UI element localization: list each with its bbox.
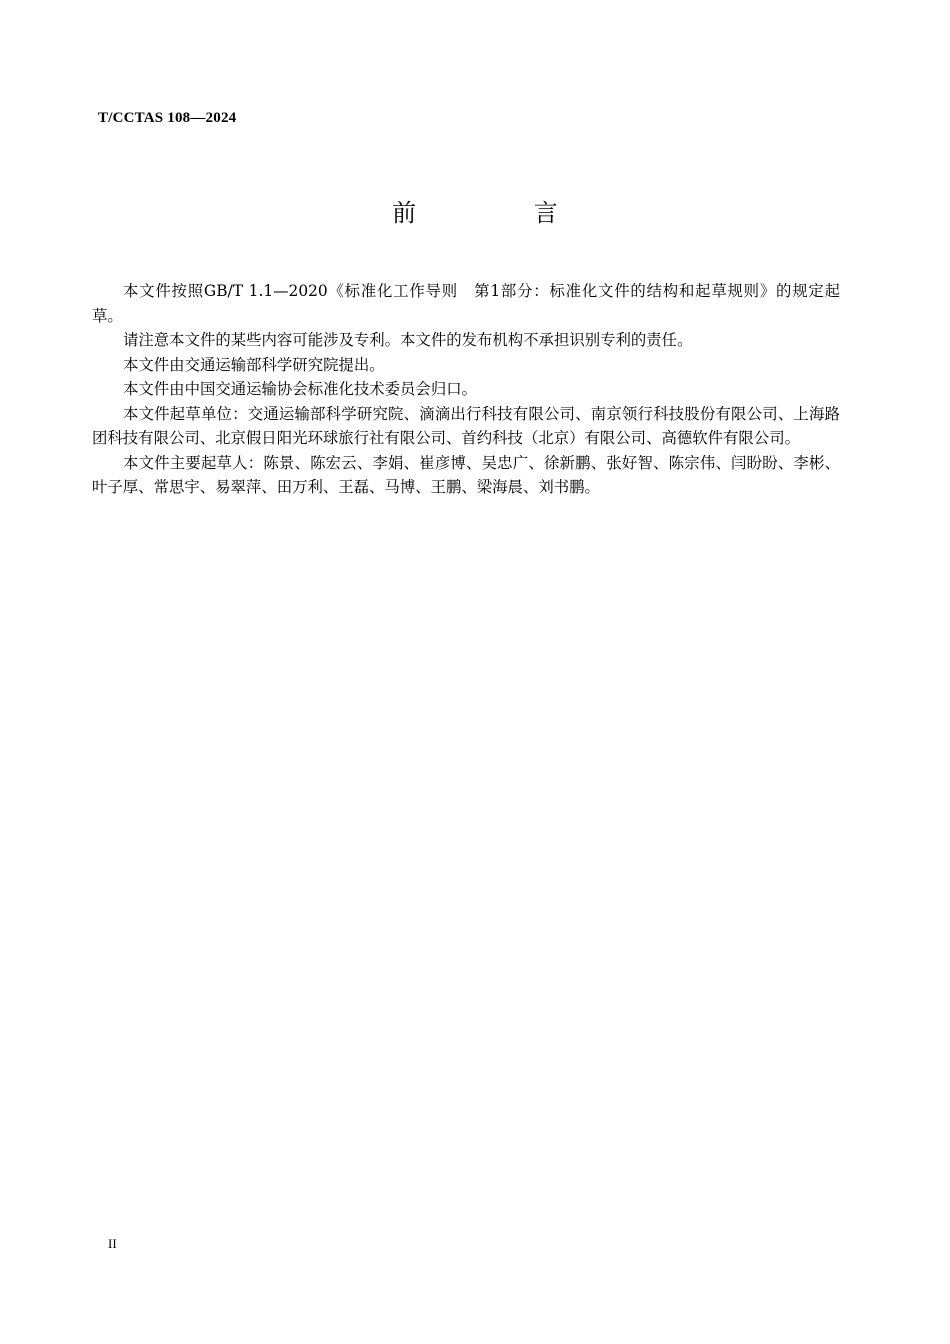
paragraph-administrator: 本文件由中国交通运输协会标准化技术委员会归口。 <box>123 380 477 398</box>
section-title: 前 言 <box>392 199 613 227</box>
foreword-body <box>92 279 840 500</box>
document-code: T/CCTAS 108—2024 <box>98 110 237 126</box>
paragraph-proposer: 本文件由交通运输部科学研究院提出。 <box>123 355 385 374</box>
paragraph-patent-notice: 请注意本文件的某些内容可能涉及专利。本文件的发布机构不承担识别专利的责任。 <box>123 331 693 349</box>
paragraph-drafters: 本文件主要起草人：陈景、陈宏云、李娟、崔彦博、吴忠广、徐新鹏、张好智、陈宗伟、闫盼盼、李彬、叶子厚、常思宇、易翠萍、田万利、王磊、马博、王鹏、梁海晨、刘书鹏。 <box>92 453 840 496</box>
paragraph-drafting-units: 本文件起草单位：交通运输部科学研究院、滴滴出行科技有限公司、南京领行科技股份有限公司、上海路团科技有限公司、北京假日阳光环球旅行社有限公司、首约科技（北京）有限公司、高德软件有限公司。 <box>92 404 840 447</box>
page-number: II <box>108 1236 117 1251</box>
paragraph-drafting-basis: 本文件按照GB/T 1.1—2020《标准化工作导则 第1部分：标准化文件的结构和起草规则》的规定起草。 <box>92 282 840 325</box>
